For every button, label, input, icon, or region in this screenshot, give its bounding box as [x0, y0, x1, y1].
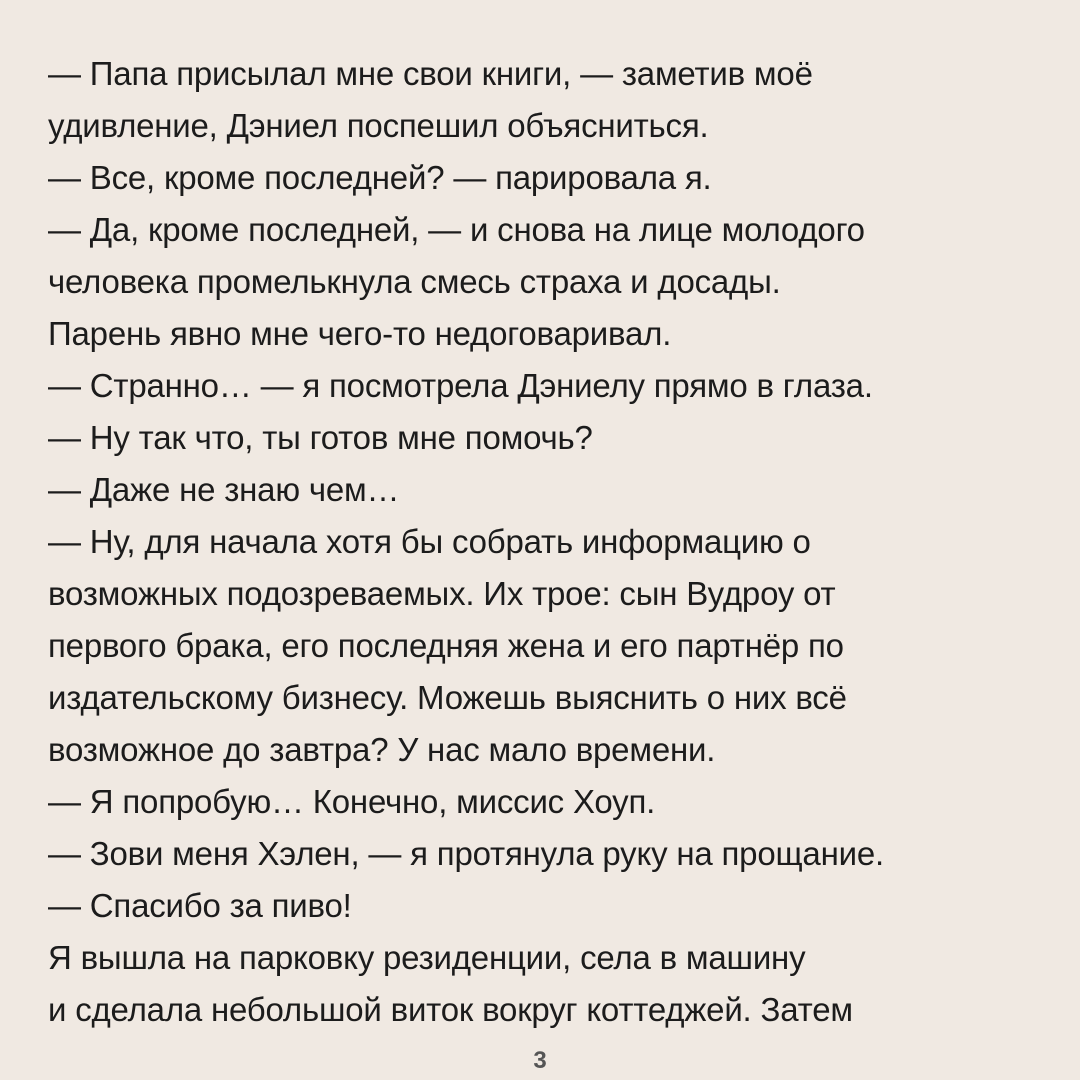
text-line: — Даже не знаю чем…	[48, 471, 400, 508]
text-line: человека промелькнула смесь страха и досады.	[48, 263, 781, 300]
text-line: — Ну, для начала хотя бы собрать информацию о	[48, 523, 811, 560]
body-text	[48, 48, 1048, 1036]
text-line: и сделала небольшой виток вокруг коттеджей. Затем	[48, 991, 853, 1028]
text-line: — Спасибо за пиво!	[48, 887, 352, 924]
text-line: возможных подозреваемых. Их трое: сын Вудроу от	[48, 575, 836, 612]
page-number: 3	[533, 1047, 547, 1074]
text-line: Я вышла на парковку резиденции, села в машину	[48, 939, 806, 976]
text-line: — Все, кроме последней? — парировала я.	[48, 159, 712, 196]
text-line: Парень явно мне чего-то недоговаривал.	[48, 315, 672, 352]
text-line: — Я попробую… Конечно, миссис Хоуп.	[48, 783, 656, 820]
text-line: удивление, Дэниел поспешил объясниться.	[48, 107, 709, 144]
text-line: — Ну так что, ты готов мне помочь?	[48, 419, 593, 456]
text-line: — Зови меня Хэлен, — я протянула руку на прощание.	[48, 835, 884, 872]
text-line: издательскому бизнесу. Можешь выяснить о них всё	[48, 679, 847, 716]
text-line: — Папа присылал мне свои книги, — заметив моё	[48, 55, 813, 92]
text-line: первого брака, его последняя жена и его партнёр по	[48, 627, 844, 664]
text-line: — Странно… — я посмотрела Дэниелу прямо в глаза.	[48, 367, 873, 404]
text-line: — Да, кроме последней, — и снова на лице молодого	[48, 211, 865, 248]
text-line: возможное до завтра? У нас мало времени.	[48, 731, 716, 768]
